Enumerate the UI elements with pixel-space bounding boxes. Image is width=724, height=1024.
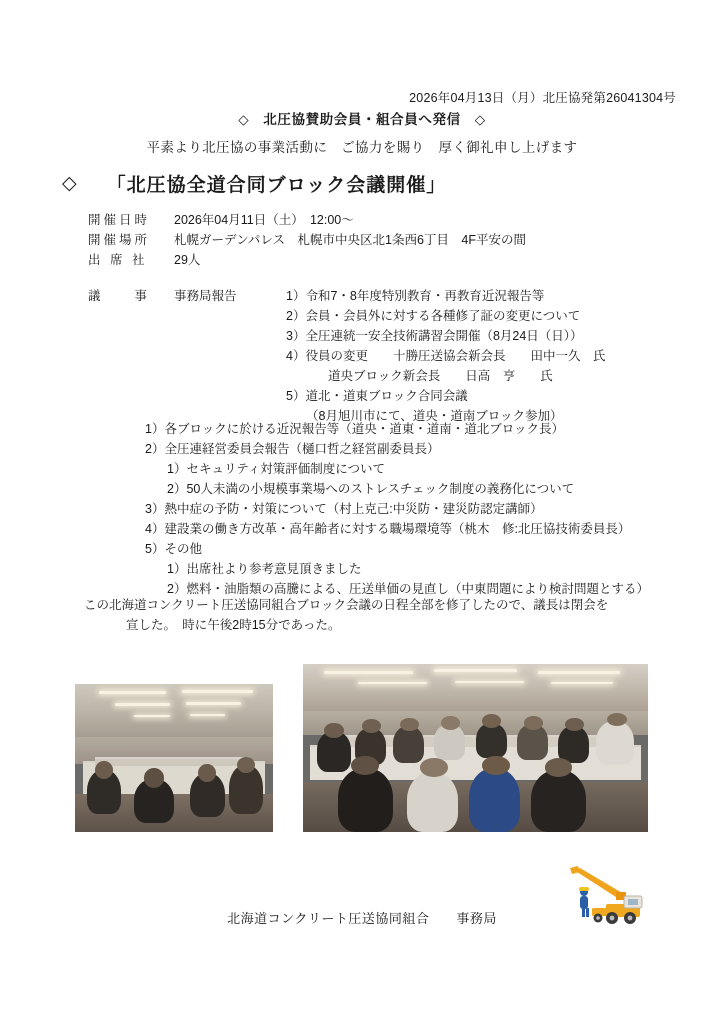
concrete-pump-truck-logo <box>562 866 658 928</box>
agenda-item: 5）道北・道東ブロック合同会議 <box>286 389 468 403</box>
photo-person <box>596 721 634 765</box>
agenda-item-list <box>286 286 605 426</box>
ceiling-light <box>190 714 226 716</box>
closing-line-2: 宣した。 時に午後2時15分であった。 <box>126 618 341 632</box>
list-item: 4）建設業の働き方改革・高年齢者に対する職場環境等（桃木 修:北圧協技術委員長） <box>145 522 631 536</box>
photo-person-head <box>237 757 255 773</box>
info-row <box>88 230 526 250</box>
closing-line-1: この北海道コンクリート圧送協同組合ブロック会議の日程全部を修了したので、議長は閉会を <box>84 598 609 612</box>
document-number: 2026年04月13日（月）北圧協発第26041304号 <box>409 91 676 105</box>
photo-person <box>393 726 424 763</box>
ceiling-light <box>538 671 621 674</box>
photo-person <box>476 723 507 758</box>
closing-paragraph <box>84 595 654 635</box>
photo-person-head <box>95 761 113 779</box>
photo-person-head <box>198 764 216 782</box>
list-item: 3）熱中症の予防・対策について（村上克己:中災防・建災防認定講師） <box>145 502 543 516</box>
photo-person-head <box>482 756 510 774</box>
list-item: 2）燃料・油脂類の高騰による、圧送単価の見直し（中東問題により検討問題とする） <box>167 582 649 596</box>
photo-person <box>517 724 548 759</box>
report-list <box>145 419 649 599</box>
photo-person-head <box>324 723 345 738</box>
photo-person <box>434 724 465 759</box>
photo-conference-room-right <box>303 664 648 832</box>
info-label-datetime: 開催日時 <box>88 213 151 227</box>
ceiling-light <box>99 691 166 694</box>
ceiling-light <box>455 681 524 683</box>
diamond-icon: ◇ <box>62 173 77 194</box>
ceiling-light <box>324 671 414 674</box>
ceiling-light <box>115 703 170 706</box>
agenda-heading-row <box>88 286 269 306</box>
list-item: 1）セキュリティ対策評価制度について <box>167 462 385 476</box>
photo-person-head <box>441 716 460 729</box>
page-title: 「北圧協全道合同ブロック会議開催」 <box>106 175 447 196</box>
photo-person <box>338 768 393 832</box>
ceiling-light <box>186 702 241 705</box>
agenda-item: 4）役員の変更 十勝圧送協会新会長 田中一久 氏 <box>286 349 606 363</box>
agenda-label: 議 事 <box>88 289 151 303</box>
photo-person-head <box>524 716 543 729</box>
ceiling-light <box>182 690 253 693</box>
photo-table <box>95 757 249 766</box>
photo-conference-room-left <box>75 684 273 832</box>
photo-wall <box>303 711 648 735</box>
addressee-line: ◇ 北圧協賛助会員・組合員へ発信 ◇ <box>238 112 486 127</box>
info-value-attendees: 29人 <box>174 253 201 267</box>
info-label-venue: 開催場所 <box>88 233 151 247</box>
photo-person-head <box>420 758 448 776</box>
info-value-datetime: 2026年04月11日（土） 12:00〜 <box>174 213 354 227</box>
ceiling-light <box>434 669 517 672</box>
photo-person-head <box>144 768 164 787</box>
footer-organization: 北海道コンクリート圧送協同組合 事務局 <box>227 911 497 926</box>
ceiling-light <box>134 715 170 717</box>
photo-person-head <box>362 719 381 732</box>
list-item: 2）50人未満の小規模事業場へのストレスチェック制度の義務化について <box>167 482 575 496</box>
greeting-line: 平素より北圧協の事業活動に ご協力を賜り 厚く御礼申し上げます <box>146 140 578 155</box>
list-item: 2）全圧連経営委員会報告（樋口哲之経営副委員長） <box>145 442 440 456</box>
agenda-item: （8月旭川市にて、道央・道南ブロック参加） <box>306 409 563 423</box>
agenda-item: 2）会員・会員外に対する各種修了証の変更について <box>286 309 581 323</box>
agenda-item: 1）令和7・8年度特別教育・再教育近況報告等 <box>286 289 545 303</box>
photo-person-head <box>545 758 573 776</box>
photo-person <box>469 768 521 832</box>
title-row <box>62 170 446 197</box>
info-row <box>88 210 526 230</box>
agenda-item: 道央ブロック新会長 日高 亨 氏 <box>328 369 553 383</box>
list-item: 1）出席社より参考意見頂きました <box>167 562 362 576</box>
photo-person-head <box>400 718 419 731</box>
agenda-heading-block <box>88 286 269 306</box>
list-item: 1）各ブロックに於ける近況報告等（道央・道東・道南・道北ブロック長） <box>145 422 564 436</box>
photo-person <box>531 770 586 832</box>
info-row <box>88 250 526 270</box>
photo-person-head <box>482 714 501 727</box>
photo-person-head <box>351 756 379 774</box>
list-item: 5）その他 <box>145 542 202 556</box>
agenda-item: 3）全圧連統一安全技術講習会開催（8月24日（日）） <box>286 329 583 343</box>
agenda-sub-label: 事務局報告 <box>174 289 237 303</box>
photo-person <box>407 772 459 832</box>
info-value-venue: 札幌ガーデンパレス 札幌市中央区北1条西6丁目 4F平安の間 <box>174 233 526 247</box>
meeting-info-block <box>88 210 526 270</box>
photo-strip <box>0 664 724 839</box>
info-label-attendees: 出 席 社 <box>88 253 148 267</box>
